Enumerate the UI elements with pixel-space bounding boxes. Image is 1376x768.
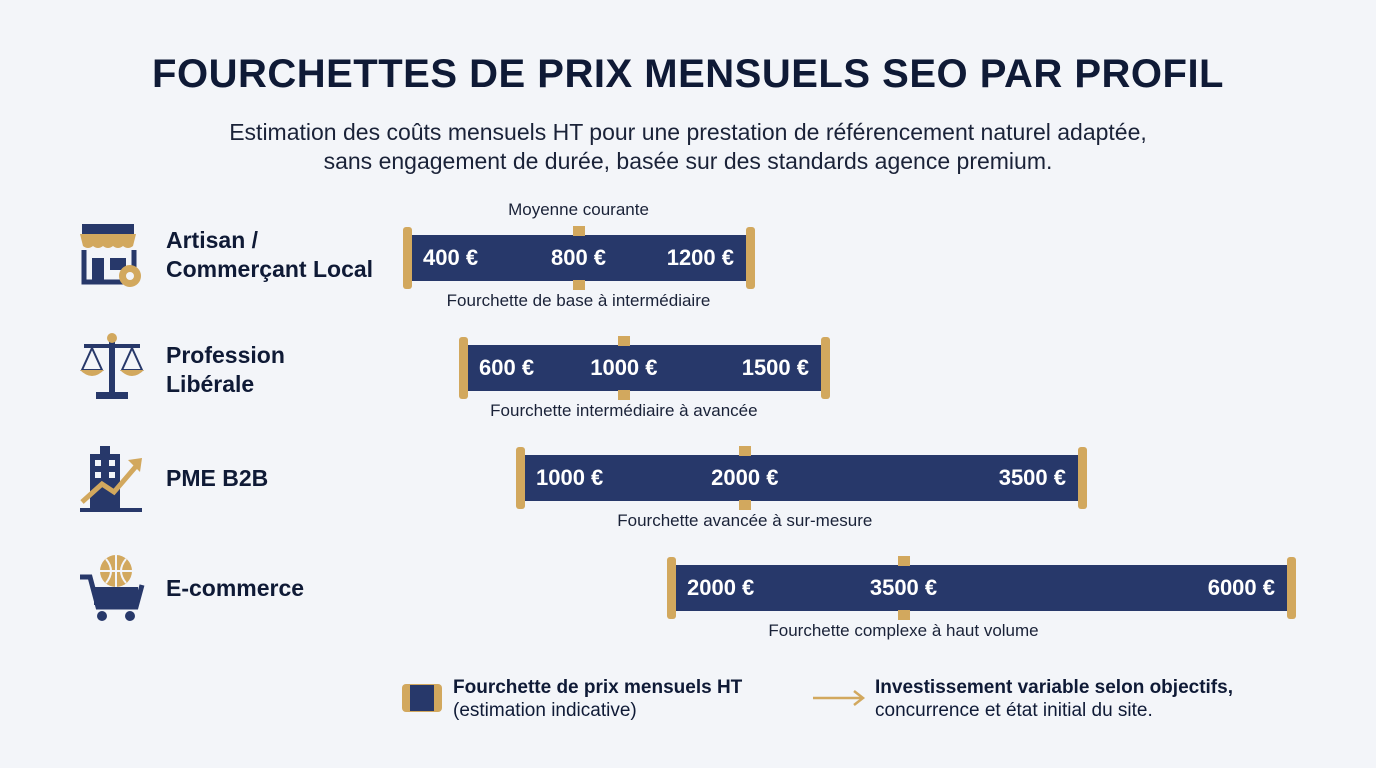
min-value-label: 1000 € xyxy=(536,465,604,490)
legend-range-swatch-icon xyxy=(402,684,442,712)
range-bar xyxy=(520,455,1082,501)
subtitle-line-1: Estimation des coûts mensuels HT pour une prestation de référencement naturel adaptée, xyxy=(229,119,1147,145)
arrow-right-icon xyxy=(812,688,866,708)
shop-gear-icon xyxy=(78,222,146,297)
profile-label-line-1: E-commerce xyxy=(166,575,305,601)
max-value-label: 1500 € xyxy=(741,355,809,380)
max-value-label: 1200 € xyxy=(666,245,734,270)
growth-building-icon xyxy=(78,444,146,519)
min-value-label: 400 € xyxy=(423,245,479,270)
range-cap-max xyxy=(821,337,830,399)
range-caption: Fourchette de base à intermédiaire xyxy=(446,291,711,310)
legend-range-note: (estimation indicative) xyxy=(453,700,637,721)
max-value-label: 6000 € xyxy=(1207,575,1275,600)
profile-label xyxy=(166,226,373,284)
range-caption: Fourchette intermédiaire à avancée xyxy=(490,401,758,420)
legend-arrow-note: concurrence et état initial du site. xyxy=(875,700,1153,721)
page-title: FOURCHETTES DE PRIX MENSUELS SEO PAR PROFIL xyxy=(152,52,1224,96)
profile-label-line-1: Profession xyxy=(166,342,285,368)
range-caption: Fourchette complexe à haut volume xyxy=(768,621,1039,640)
legend-range xyxy=(453,676,742,722)
profile-label xyxy=(166,574,304,603)
average-marker-label: Moyenne courante xyxy=(508,200,649,219)
scales-icon xyxy=(78,332,146,407)
range-cap-max xyxy=(746,227,755,289)
min-value-label: 2000 € xyxy=(687,575,755,600)
range-cap-min xyxy=(459,337,468,399)
legend-arrow-title: Investissement variable selon objectifs, xyxy=(875,677,1233,698)
min-value-label: 600 € xyxy=(479,355,535,380)
range-cap-min xyxy=(403,227,412,289)
profile-label-line-2: Libérale xyxy=(166,371,255,397)
average-value-label: 2000 € xyxy=(711,465,779,490)
range-caption: Fourchette avancée à sur-mesure xyxy=(617,511,873,530)
average-value-label: 1000 € xyxy=(590,355,658,380)
range-bar xyxy=(671,565,1291,611)
range-cap-max xyxy=(1078,447,1087,509)
average-tick-bottom xyxy=(898,610,910,620)
cart-globe-icon xyxy=(78,553,146,628)
profile-label-line-1: PME B2B xyxy=(166,465,269,491)
range-cap-max xyxy=(1287,557,1296,619)
subtitle-line-2: sans engagement de durée, basée sur des standards agence premium. xyxy=(323,148,1053,174)
average-tick-bottom xyxy=(739,500,751,510)
profile-label xyxy=(166,464,268,493)
profile-label xyxy=(166,341,285,399)
profile-label-line-1: Artisan / xyxy=(166,227,259,253)
legend-range-title: Fourchette de prix mensuels HT xyxy=(453,677,743,698)
range-cap-min xyxy=(516,447,525,509)
range-cap-min xyxy=(667,557,676,619)
average-tick-bottom xyxy=(618,390,630,400)
average-tick-bottom xyxy=(573,280,585,290)
profile-label-line-2: Commerçant Local xyxy=(166,256,374,282)
average-value-label: 3500 € xyxy=(869,575,938,600)
average-value-label: 800 € xyxy=(550,245,607,270)
page-subtitle xyxy=(0,118,1376,176)
legend-investment xyxy=(875,676,1233,722)
max-value-label: 3500 € xyxy=(998,465,1066,490)
